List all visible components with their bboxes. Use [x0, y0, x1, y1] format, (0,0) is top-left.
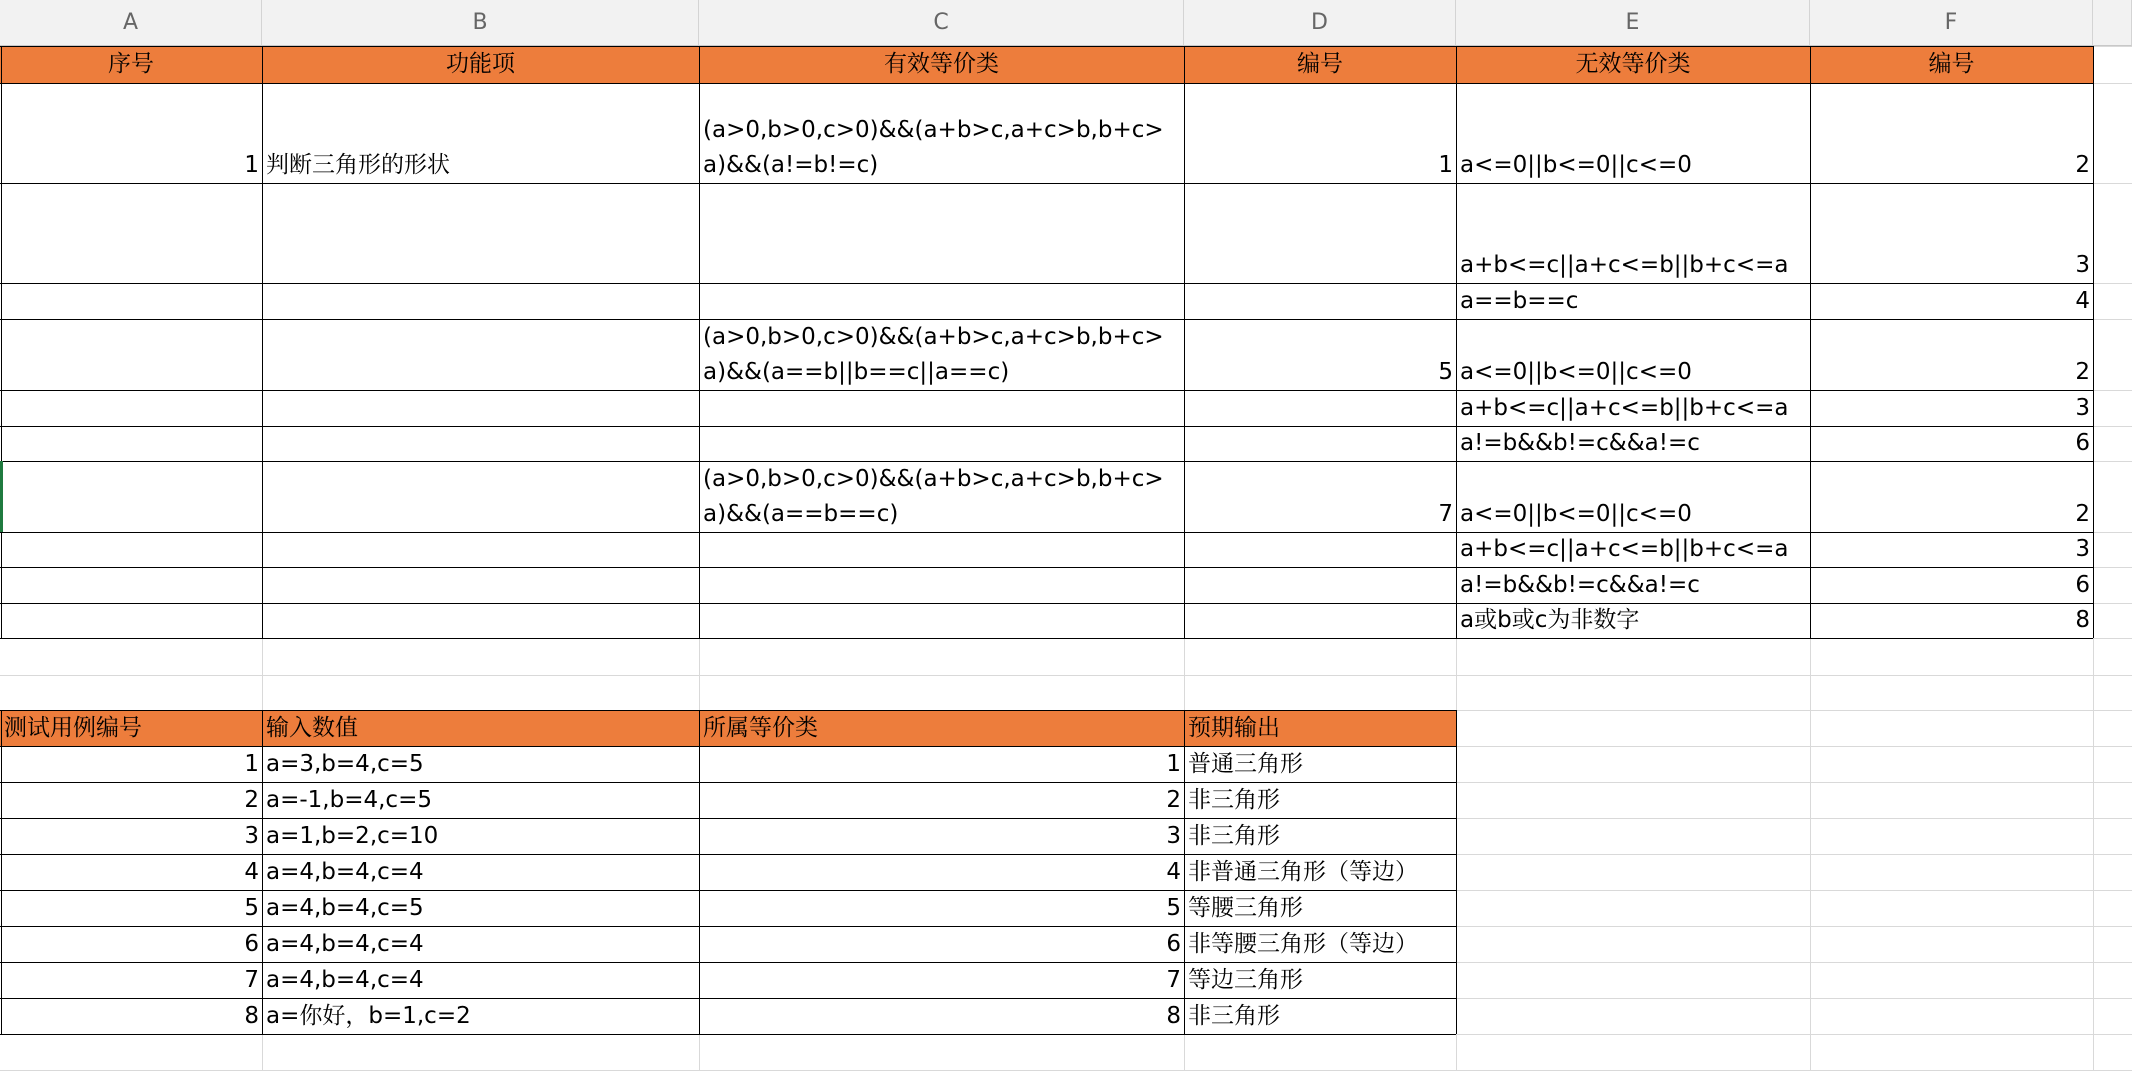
t1-valid-id: 1 — [1438, 152, 1453, 178]
t2-no-cell[interactable]: 3 — [244, 823, 259, 849]
t1-seq-cell[interactable] — [0, 390, 262, 426]
t1-valid-cell[interactable] — [699, 319, 1184, 390]
t1-valid-id-cell[interactable] — [1184, 283, 1456, 319]
t1-border-h — [0, 638, 2093, 639]
t1-header-cell[interactable]: 功能项 — [262, 46, 699, 83]
t1-valid-cell[interactable] — [699, 603, 1184, 638]
column-header-a[interactable]: A — [0, 0, 262, 46]
t2-input-cell[interactable]: a=4,b=4,c=4 — [266, 967, 424, 993]
t1-invalid-value: a!=b&&b!=c&&a!=c — [1460, 430, 1700, 456]
t2-input-cell[interactable]: a=4,b=4,c=5 — [266, 895, 424, 921]
t2-output-cell[interactable]: 等边三角形 — [1188, 967, 1303, 993]
t1-function-cell[interactable] — [262, 461, 699, 532]
t2-cls-cell[interactable]: 6 — [1166, 931, 1181, 957]
t1-invalid-id-cell[interactable] — [1810, 183, 2093, 283]
t1-border-v — [1810, 46, 1811, 638]
t1-invalid-id-cell[interactable] — [1810, 319, 2093, 390]
column-header-f[interactable]: F — [1810, 0, 2093, 46]
t1-invalid-cell[interactable] — [1456, 603, 1810, 638]
t1-invalid-id: 4 — [2075, 288, 2090, 314]
t1-invalid-cell[interactable] — [1456, 283, 1810, 319]
t2-input-cell[interactable]: a=1,b=2,c=10 — [266, 823, 439, 849]
t1-border-h — [0, 319, 2093, 320]
t1-function-cell[interactable] — [262, 319, 699, 390]
t1-function-cell[interactable] — [262, 603, 699, 638]
t1-invalid-cell[interactable] — [1456, 567, 1810, 603]
t1-seq-cell[interactable] — [0, 319, 262, 390]
t2-no-cell[interactable]: 8 — [244, 1003, 259, 1029]
t1-invalid-id-cell[interactable] — [1810, 532, 2093, 567]
t1-border-h — [0, 461, 2093, 462]
t2-input-cell[interactable]: a=4,b=4,c=4 — [266, 931, 424, 957]
t1-valid-cell[interactable] — [699, 461, 1184, 532]
t2-cls-cell[interactable]: 1 — [1166, 751, 1181, 777]
t1-valid-id-cell[interactable] — [1184, 532, 1456, 567]
t1-invalid-id-cell[interactable] — [1810, 426, 2093, 461]
t1-function-cell[interactable] — [262, 567, 699, 603]
t1-invalid-id: 3 — [2075, 536, 2090, 562]
t2-no-cell[interactable]: 2 — [244, 787, 259, 813]
t2-no-cell[interactable]: 1 — [244, 751, 259, 777]
t1-seq-cell[interactable] — [0, 183, 262, 283]
t2-header-cell[interactable]: 所属等价类 — [699, 710, 1184, 746]
t2-border-v — [262, 710, 263, 1034]
t1-invalid-value: a<=0||b<=0||c<=0 — [1460, 152, 1692, 178]
t1-seq-cell[interactable] — [0, 532, 262, 567]
t2-input-cell[interactable]: a=-1,b=4,c=5 — [266, 787, 432, 813]
t1-valid-id-cell[interactable] — [1184, 319, 1456, 390]
t1-header-cell[interactable]: 有效等价类 — [699, 46, 1184, 83]
t1-border-h — [0, 390, 2093, 391]
t1-invalid-id: 8 — [2075, 607, 2090, 633]
t1-valid-id-cell[interactable] — [1184, 461, 1456, 532]
t1-valid-cell[interactable] — [699, 426, 1184, 461]
t1-function-cell[interactable] — [262, 426, 699, 461]
t1-invalid-id: 6 — [2075, 430, 2090, 456]
t2-output-cell[interactable]: 非普通三角形（等边） — [1188, 859, 1418, 885]
t1-invalid-cell[interactable] — [1456, 461, 1810, 532]
t2-no-cell[interactable]: 4 — [244, 859, 259, 885]
t1-border-v — [1, 46, 2, 638]
t1-invalid-value: a!=b&&b!=c&&a!=c — [1460, 572, 1700, 598]
column-header-d[interactable]: D — [1184, 0, 1456, 46]
t1-invalid-id-cell[interactable] — [1810, 283, 2093, 319]
t1-invalid-id-cell[interactable] — [1810, 567, 2093, 603]
t2-cls-cell[interactable]: 3 — [1166, 823, 1181, 849]
t1-valid-cell[interactable] — [699, 83, 1184, 183]
t1-valid-id-cell[interactable] — [1184, 567, 1456, 603]
t1-valid-cell[interactable] — [699, 183, 1184, 283]
t1-seq-cell[interactable] — [0, 603, 262, 638]
t1-invalid-id: 2 — [2075, 359, 2090, 385]
t2-output-cell[interactable]: 非三角形 — [1188, 823, 1280, 849]
t1-valid-cell[interactable] — [699, 283, 1184, 319]
t1-valid-value: (a>0,b>0,c>0)&&(a+b>c,a+c>b,b+c>a)&&(a!=b!=c) — [703, 117, 1164, 178]
t1-invalid-id-cell[interactable] — [1810, 390, 2093, 426]
t1-border-h — [0, 83, 2093, 84]
t1-function-cell[interactable] — [262, 390, 699, 426]
t2-border-v — [699, 710, 700, 1034]
t1-header-cell[interactable]: 序号 — [0, 46, 262, 83]
t1-invalid-value: a<=0||b<=0||c<=0 — [1460, 359, 1692, 385]
t2-border-h — [0, 962, 1456, 963]
column-header-spacer — [2093, 0, 2132, 46]
t1-invalid-cell[interactable] — [1456, 319, 1810, 390]
t2-output-cell[interactable]: 等腰三角形 — [1188, 895, 1303, 921]
row-selection-indicator — [0, 461, 3, 532]
t1-invalid-value: a+b<=c||a+c<=b||b+c<=a — [1460, 395, 1789, 421]
t2-input-cell[interactable]: a=4,b=4,c=4 — [266, 859, 424, 885]
t1-valid-id-cell[interactable] — [1184, 603, 1456, 638]
t1-border-h — [0, 532, 2093, 533]
t2-cls-cell[interactable]: 8 — [1166, 1003, 1181, 1029]
t2-cls-cell[interactable]: 7 — [1166, 967, 1181, 993]
t1-invalid-cell[interactable] — [1456, 426, 1810, 461]
t1-invalid-value: a或b或c为非数字 — [1460, 607, 1640, 633]
t1-seq-cell[interactable] — [0, 83, 262, 183]
t1-invalid-id: 6 — [2075, 572, 2090, 598]
t2-border-h — [0, 998, 1456, 999]
t1-border-v — [1456, 46, 1457, 638]
t1-valid-id-cell[interactable] — [1184, 426, 1456, 461]
t2-header-cell[interactable]: 输入数值 — [262, 710, 699, 746]
t1-invalid-id: 2 — [2075, 152, 2090, 178]
t1-border-h — [0, 426, 2093, 427]
t1-seq-value: 1 — [244, 152, 259, 178]
t2-header-cell[interactable]: 预期输出 — [1184, 710, 1456, 746]
t2-header-cell[interactable]: 测试用例编号 — [0, 710, 262, 746]
t1-invalid-value: a+b<=c||a+c<=b||b+c<=a — [1460, 252, 1789, 278]
t1-valid-id-cell[interactable] — [1184, 390, 1456, 426]
t1-valid-id-cell[interactable] — [1184, 183, 1456, 283]
t1-border-v — [262, 46, 263, 638]
t1-function-cell[interactable] — [262, 283, 699, 319]
t1-function-cell[interactable] — [262, 532, 699, 567]
t1-valid-cell[interactable] — [699, 390, 1184, 426]
t2-output-cell[interactable]: 普通三角形 — [1188, 751, 1303, 777]
gridline-h — [0, 675, 2132, 676]
t1-border-h — [0, 283, 2093, 284]
t2-border-v — [1184, 710, 1185, 1034]
t1-border-h — [0, 567, 2093, 568]
t1-border-h — [0, 603, 2093, 604]
t2-output-cell[interactable]: 非三角形 — [1188, 1003, 1280, 1029]
column-header-e[interactable]: E — [1456, 0, 1810, 46]
t2-output-cell[interactable]: 非等腰三角形（等边） — [1188, 931, 1418, 957]
t1-valid-id-cell[interactable] — [1184, 83, 1456, 183]
t2-border-v — [1456, 710, 1457, 1034]
t1-function-cell[interactable] — [262, 183, 699, 283]
t1-invalid-id-cell[interactable] — [1810, 461, 2093, 532]
t1-function-value: 判断三角形的形状 — [266, 152, 450, 178]
t1-invalid-value: a<=0||b<=0||c<=0 — [1460, 501, 1692, 527]
t2-no-cell[interactable]: 6 — [244, 931, 259, 957]
t1-valid-value: (a>0,b>0,c>0)&&(a+b>c,a+c>b,b+c>a)&&(a==b==c) — [703, 466, 1164, 527]
t1-valid-id: 5 — [1438, 359, 1453, 385]
t1-invalid-cell[interactable] — [1456, 532, 1810, 567]
t2-border-h — [0, 926, 1456, 927]
t1-header-cell[interactable]: 编号 — [1184, 46, 1456, 83]
t1-border-v — [1184, 46, 1185, 638]
t2-border-h — [0, 710, 1456, 711]
t1-invalid-id: 3 — [2075, 395, 2090, 421]
t1-seq-cell[interactable] — [0, 567, 262, 603]
t2-output-cell[interactable]: 非三角形 — [1188, 787, 1280, 813]
t1-invalid-id-cell[interactable] — [1810, 83, 2093, 183]
t1-border-h — [0, 46, 2093, 47]
t1-valid-cell[interactable] — [699, 567, 1184, 603]
t2-border-h — [0, 818, 1456, 819]
t2-border-h — [0, 890, 1456, 891]
t1-header-cell[interactable]: 无效等价类 — [1456, 46, 1810, 83]
t1-seq-cell[interactable] — [0, 461, 262, 532]
column-header-b[interactable]: B — [262, 0, 699, 46]
t2-no-cell[interactable]: 7 — [244, 967, 259, 993]
t2-border-v — [1, 710, 2, 1034]
t2-input-cell[interactable]: a=你好，b=1,c=2 — [266, 1003, 471, 1029]
t1-invalid-cell[interactable] — [1456, 390, 1810, 426]
t2-no-cell[interactable]: 5 — [244, 895, 259, 921]
t1-invalid-id: 2 — [2075, 501, 2090, 527]
t1-valid-cell[interactable] — [699, 532, 1184, 567]
t2-input-cell[interactable]: a=3,b=4,c=5 — [266, 751, 424, 777]
t1-seq-cell[interactable] — [0, 283, 262, 319]
t1-border-v — [2093, 46, 2094, 638]
t1-border-h — [0, 183, 2093, 184]
t1-invalid-id-cell[interactable] — [1810, 603, 2093, 638]
t2-cls-cell[interactable]: 4 — [1166, 859, 1181, 885]
t1-border-v — [699, 46, 700, 638]
t1-invalid-value: a==b==c — [1460, 288, 1579, 314]
t1-function-cell[interactable] — [262, 83, 699, 183]
t1-seq-cell[interactable] — [0, 426, 262, 461]
t1-header-cell[interactable]: 编号 — [1810, 46, 2093, 83]
t1-invalid-value: a+b<=c||a+c<=b||b+c<=a — [1460, 536, 1789, 562]
t1-invalid-id: 3 — [2075, 252, 2090, 278]
t2-border-h — [0, 854, 1456, 855]
t2-border-h — [0, 1034, 1456, 1035]
t2-cls-cell[interactable]: 2 — [1166, 787, 1181, 813]
t2-cls-cell[interactable]: 5 — [1166, 895, 1181, 921]
t1-invalid-cell[interactable] — [1456, 83, 1810, 183]
t1-valid-id: 7 — [1438, 501, 1453, 527]
t2-border-h — [0, 782, 1456, 783]
t1-valid-value: (a>0,b>0,c>0)&&(a+b>c,a+c>b,b+c>a)&&(a==b||b==c||a==c) — [703, 324, 1164, 385]
t2-border-h — [0, 746, 1456, 747]
t1-invalid-cell[interactable] — [1456, 183, 1810, 283]
column-header-c[interactable]: C — [699, 0, 1184, 46]
